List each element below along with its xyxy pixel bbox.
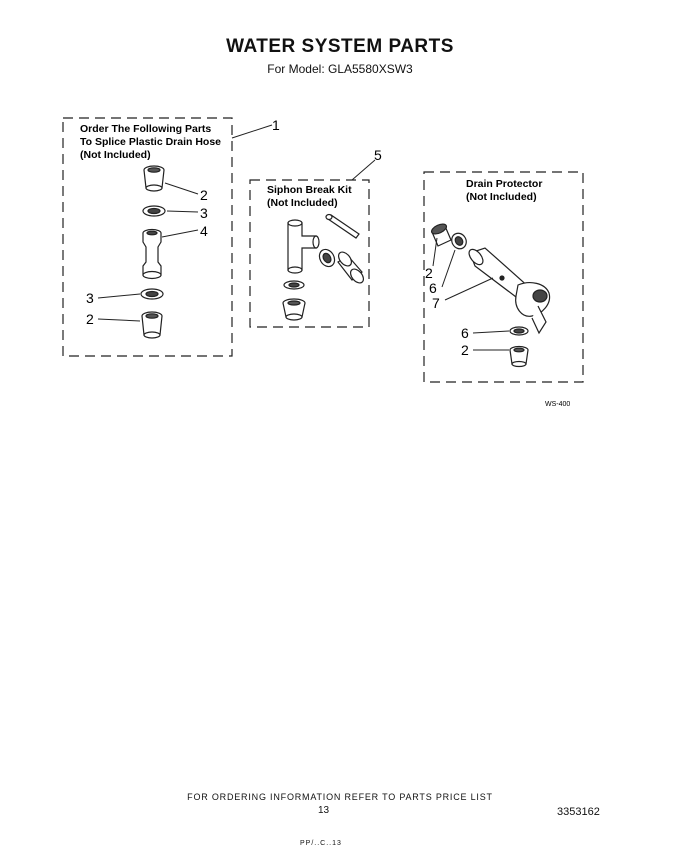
drain-ring-top (449, 231, 469, 252)
drain-coupling-bottom (510, 347, 528, 367)
splice-callout-5: 2 (86, 311, 94, 327)
siphon-tee (288, 220, 319, 273)
splice-callout-4: 3 (86, 290, 94, 306)
ordering-footer: FOR ORDERING INFORMATION REFER TO PARTS PRICE LIST (187, 792, 493, 802)
siphon-bottom-coupling (283, 299, 305, 320)
siphon-hose (326, 215, 359, 239)
splice-callout-2: 3 (200, 205, 208, 221)
drain-callout-5: 2 (461, 342, 469, 358)
drain-panel (424, 172, 583, 382)
splice-label-line2: To Splice Plastic Drain Hose (80, 136, 222, 148)
splice-callout-3: 4 (200, 223, 208, 239)
model-subtitle: For Model: GLA5580XSW3 (267, 62, 413, 76)
clamp-bottom (141, 289, 163, 299)
splice-ref-number: 1 (272, 117, 280, 133)
drain-protector-body (466, 247, 549, 333)
drain-callout-3: 7 (432, 295, 440, 311)
page-number: 13 (318, 805, 330, 816)
splice-callout-1: 2 (200, 187, 208, 203)
figure-code: WS-400 (545, 401, 571, 408)
siphon-bottom-clamp (284, 281, 304, 289)
splice-label-line1: Order The Following Parts (80, 123, 212, 135)
siphon-label-line2: (Not Included) (267, 197, 338, 209)
siphon-ref-number: 5 (374, 147, 382, 163)
siphon-side-coupling (336, 250, 366, 286)
clamp-top (143, 206, 165, 216)
coupling-bottom (142, 312, 162, 338)
coupling-top (144, 166, 164, 191)
document-number: 3353162 (557, 806, 600, 818)
bottom-code: PP/..C..13 (300, 840, 342, 847)
page-title: WATER SYSTEM PARTS (226, 36, 454, 57)
drain-coupling-top (430, 222, 451, 246)
drain-label-line2: (Not Included) (466, 191, 537, 203)
siphon-side-clamp (316, 247, 337, 270)
drain-label-line1: Drain Protector (466, 178, 543, 190)
splice-panel (63, 117, 280, 356)
siphon-ref-leader (352, 160, 375, 180)
drain-callout-1: 2 (425, 265, 433, 281)
drain-callout-4: 6 (461, 325, 469, 341)
connector-tube (143, 230, 161, 279)
siphon-label-line1: Siphon Break Kit (267, 184, 352, 196)
splice-ref-leader (232, 125, 272, 138)
drain-callout-2: 6 (429, 280, 437, 296)
drain-ring-bottom (510, 327, 528, 335)
splice-label-line3: (Not Included) (80, 149, 151, 161)
siphon-panel (250, 147, 382, 327)
